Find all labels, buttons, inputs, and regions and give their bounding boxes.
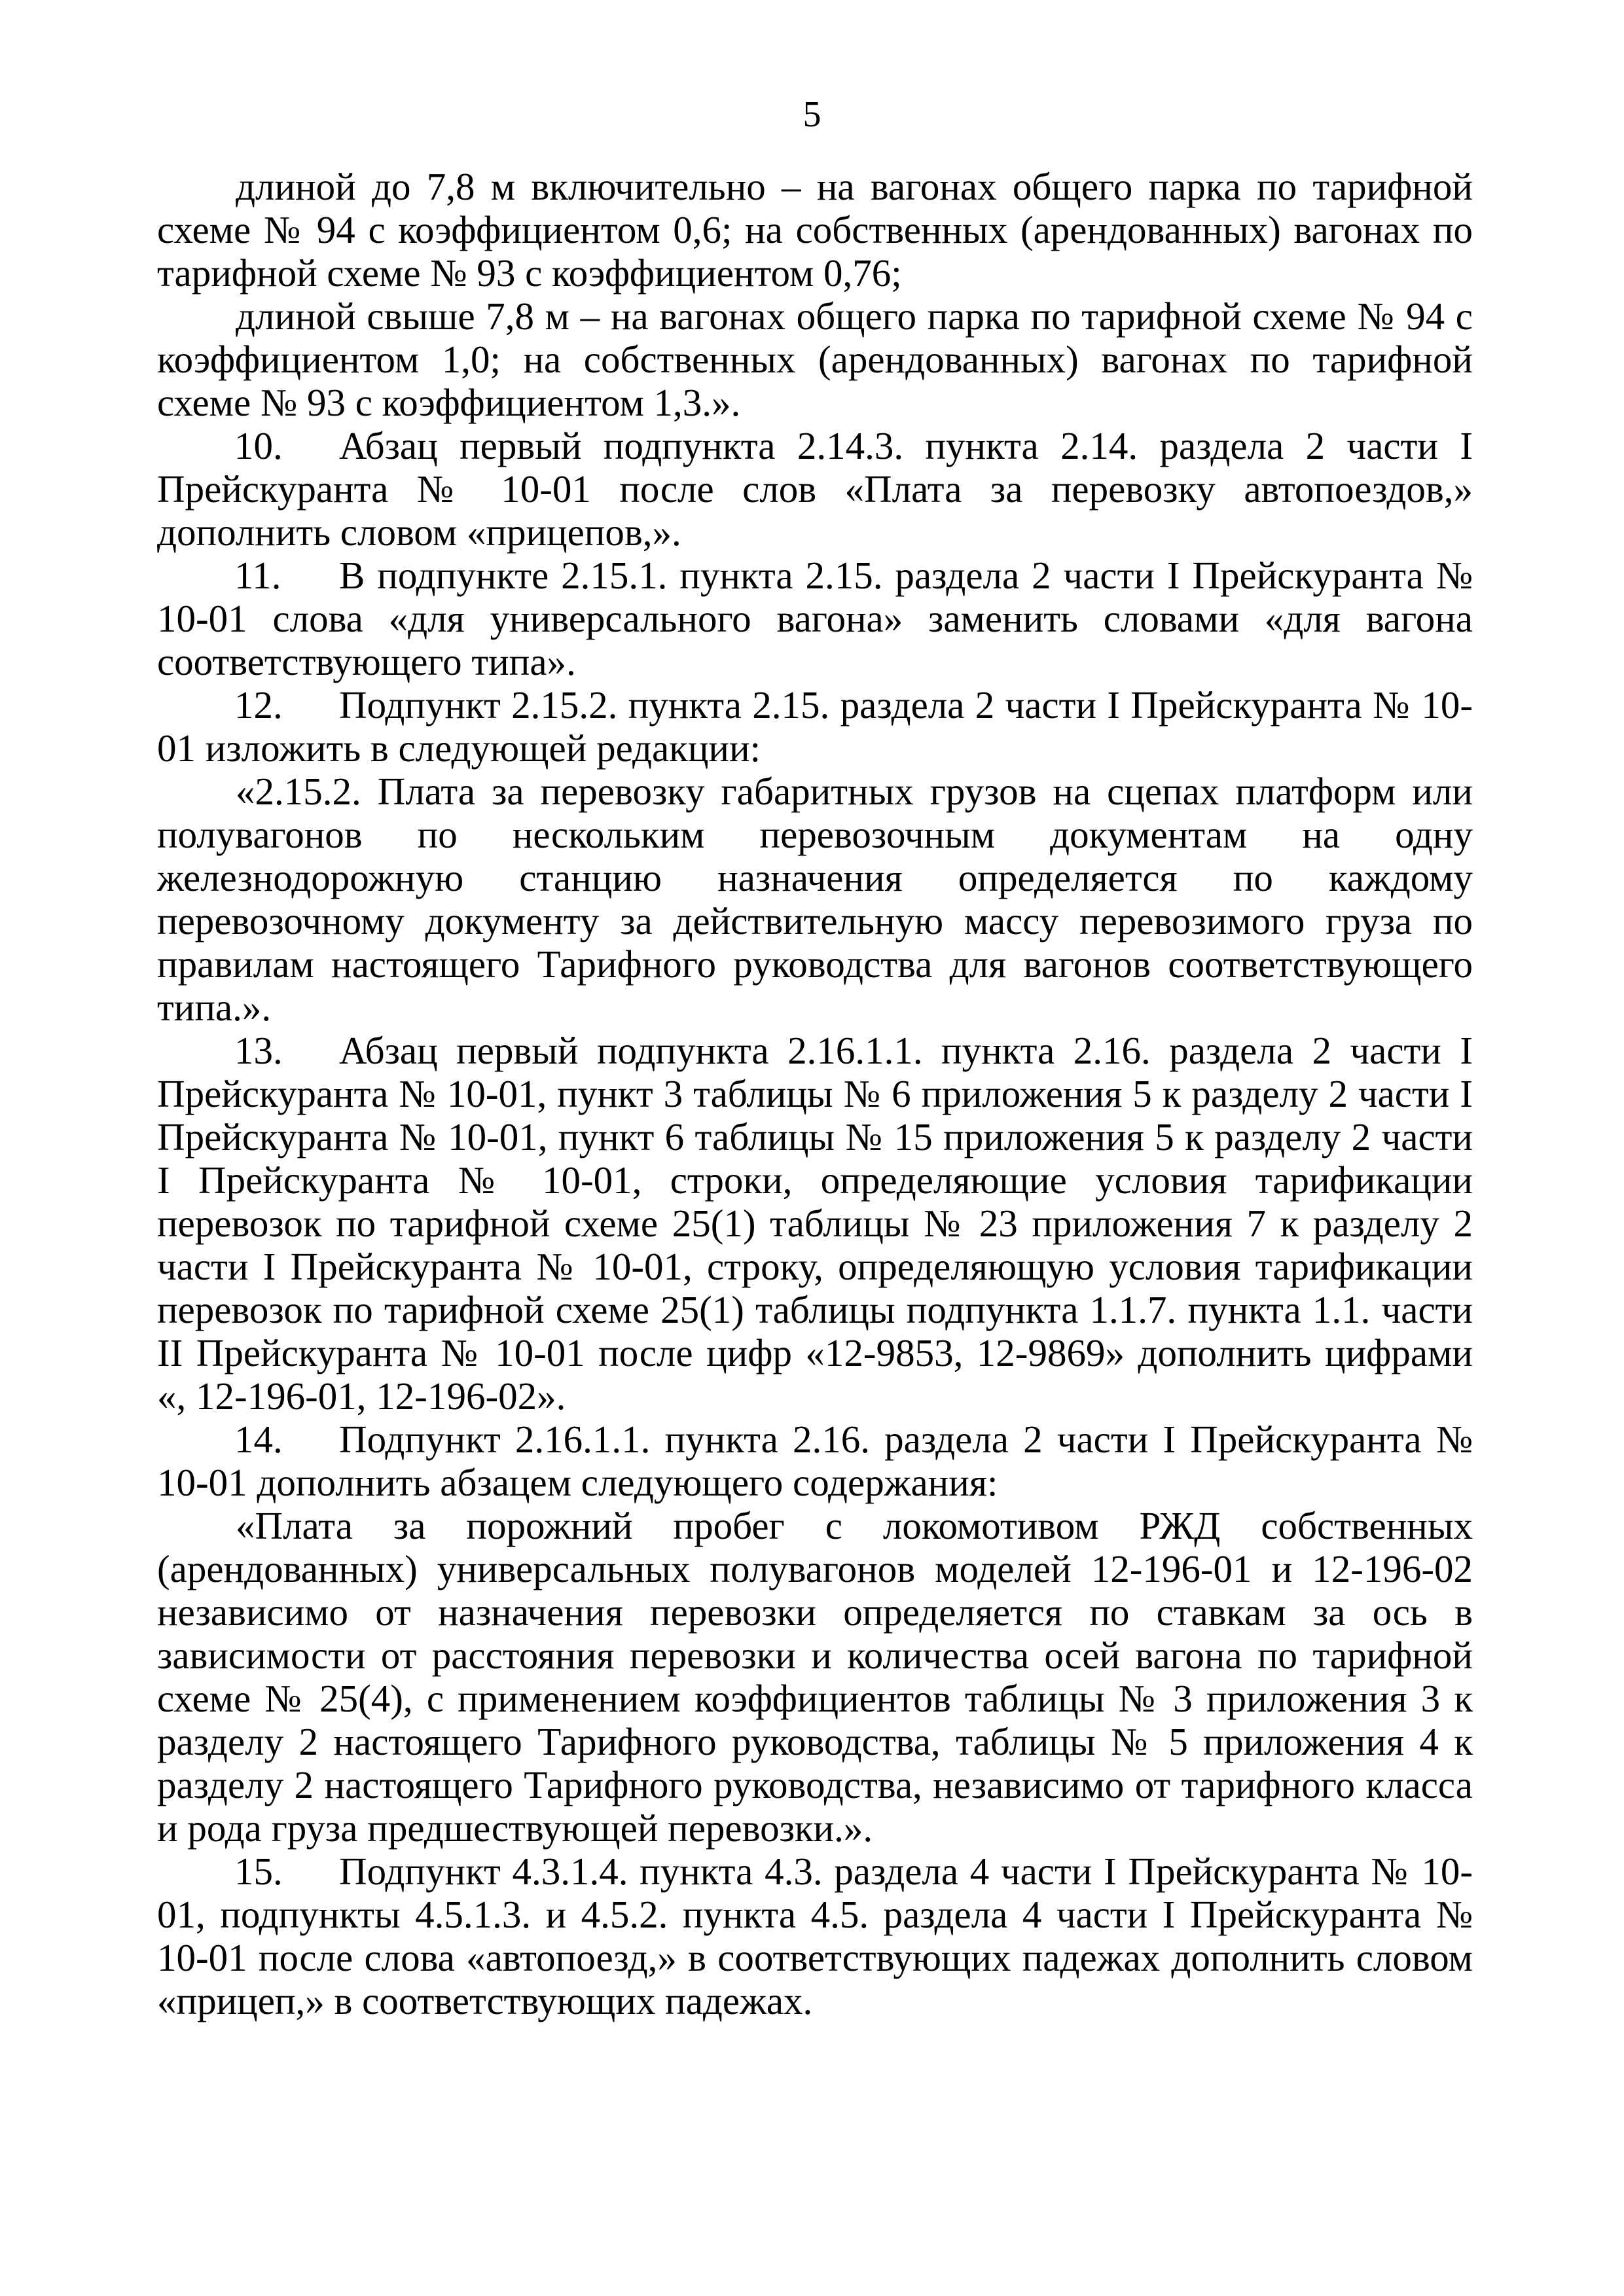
paragraph-text: Подпункт 2.16.1.1. пункта 2.16. раздела 2 части I Прейскуранта № 10-01 дополнить абзацем следующего содержания: <box>157 1418 1473 1504</box>
paragraph-text: Подпункт 4.3.1.4. пункта 4.3. раздела 4 части I Прейскуранта № 10-01, подпункты 4.5.1.3. и 4.5.2. пункта 4.5. раздела 4 части I Прейскуранта № 10-01 после слова «автопоезд,» в соответствующих падежах дополнить словом «прицеп,» в соответствующих падежах. <box>157 1850 1473 2022</box>
paragraph <box>157 1504 1473 1850</box>
numbered-paragraph <box>157 554 1473 683</box>
paragraph-number: 10. <box>234 424 283 467</box>
numbered-paragraph <box>157 1029 1473 1418</box>
paragraph <box>157 295 1473 424</box>
numbered-paragraph <box>157 1418 1473 1504</box>
paragraph-number: 11. <box>234 554 281 597</box>
paragraph-text: Абзац первый подпункта 2.16.1.1. пункта 2.16. раздела 2 части I Прейскуранта № 10-01, пункт 3 таблицы № 6 приложения 5 к разделу 2 части I Прейскуранта № 10-01, пункт 6 таблицы № 15 приложения 5 к разделу 2 части I Прейскуранта № 10-01, строки, определяющие условия тарификации перевозок по тарифной схеме 25(1) таблицы № 23 приложения 7 к разделу 2 части I Прейскуранта № 10-01, строку, определяющую условия тарификации перевозок по тарифной схеме 25(1) таблицы подпункта 1.1.7. пункта 1.1. части II Прейскуранта № 10-01 после цифр «12-9853, 12-9869» дополнить цифрами «, 12-196-01, 12-196-02». <box>157 1029 1473 1418</box>
paragraph-text: «2.15.2. Плата за перевозку габаритных грузов на сцепах платформ или полувагонов по нескольким перевозочным документам на одну железнодорожную станцию назначения определяется по каждому перевозочному документу за действительную массу перевозимого груза по правилам настоящего Тарифного руководства для вагонов соответствующего типа.». <box>157 770 1473 1029</box>
paragraph <box>157 770 1473 1029</box>
numbered-paragraph <box>157 683 1473 770</box>
numbered-paragraph <box>157 424 1473 554</box>
paragraph-number: 12. <box>234 683 283 726</box>
paragraph-text: Абзац первый подпункта 2.14.3. пункта 2.14. раздела 2 части I Прейскуранта № 10-01 после слов «Плата за перевозку автопоездов,» дополнить словом «прицепов,». <box>157 424 1473 554</box>
paragraph-number: 15. <box>234 1850 283 1893</box>
document-body <box>157 165 1473 2022</box>
paragraph-text: «Плата за порожний пробег с локомотивом РЖД собственных (арендованных) универсальных полувагонов моделей 12-196-01 и 12-196-02 независимо от назначения перевозки определяется по ставкам за ось в зависимости от расстояния перевозки и количества осей вагона по тарифной схеме № 25(4), с применением коэффициентов таблицы № 3 приложения 3 к разделу 2 настоящего Тарифного руководства, таблицы № 5 приложения 4 к разделу 2 настоящего Тарифного руководства, независимо от тарифного класса и рода груза предшествующей перевозки.». <box>157 1504 1473 1850</box>
paragraph <box>157 165 1473 295</box>
paragraph-number: 14. <box>234 1418 283 1461</box>
paragraph-text: В подпункте 2.15.1. пункта 2.15. раздела 2 части I Прейскуранта № 10-01 слова «для универсального вагона» заменить словами «для вагона соответствующего типа». <box>157 554 1473 683</box>
numbered-paragraph <box>157 1850 1473 2022</box>
paragraph-text: длиной свыше 7,8 м – на вагонах общего парка по тарифной схеме № 94 с коэффициентом 1,0; на собственных (арендованных) вагонах по тарифной схеме № 93 с коэффициентом 1,3.». <box>157 295 1473 424</box>
paragraph-text: длиной до 7,8 м включительно – на вагонах общего парка по тарифной схеме № 94 с коэффициентом 0,6; на собственных (арендованных) вагонах по тарифной схеме № 93 с коэффициентом 0,76; <box>157 165 1473 295</box>
page-number: 5 <box>803 94 821 135</box>
paragraph-text: Подпункт 2.15.2. пункта 2.15. раздела 2 части I Прейскуранта № 10-01 изложить в следующей редакции: <box>157 683 1473 770</box>
paragraph-number: 13. <box>234 1029 283 1072</box>
